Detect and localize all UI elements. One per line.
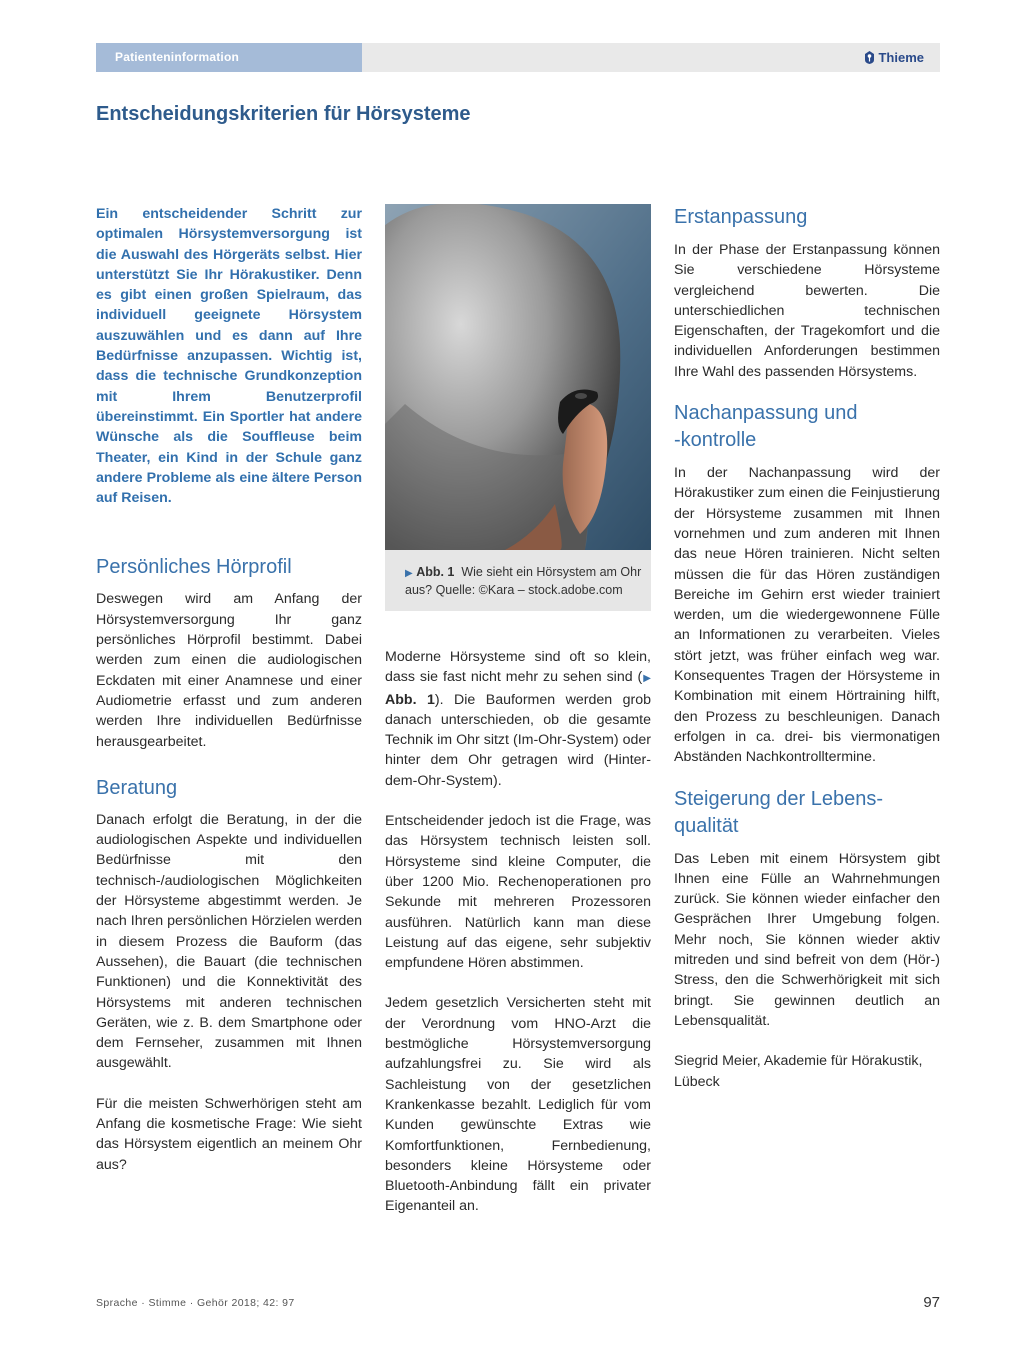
paragraph-nachanpassung: In der Nachanpassung wird der Hörakustiker zum einen die Feinjustierung der Hörsysteme zusammen mit Ihnen vornehmen und zum anderen mit Ihnen das neue Hören trainieren. Nicht selten müssen die für das Hören zuständigen Bereiche im Gehirn erst wieder trainiert werden, um die wiedergewonnene Fülle an Informationen zu verarbeiten. Vieles stört jetzt, was früher einfach weg war. Konsequentes Tragen der Hörsysteme in Kombination mit einem Hörtraining hilft, den Prozess zu beschleunigen. Danach erfolgen in ca. drei- bis viermonatigen Abständen Nachkontrolltermine. (674, 465, 940, 766)
heading-lebensqualitaet (674, 786, 940, 840)
heading-lebensqualitaet-line-2: qualität (674, 814, 739, 837)
article-title: Entscheidungskriterien für Hörsysteme (96, 103, 471, 125)
paragraph-versicherung: Jedem gesetzlich Versicherten steht mit der Verordnung vom HNO-Arzt die bestmögliche Hörsystemversorgung aufzahlungsfrei zu. Sie wird als Sachleistung von der gesetzlichen Krankenkasse bezahlt. Lediglich für vom Kunden gewünschte Extras wie Komfortfunktionen, Fernbedienung, besonders kleine Hörsysteme oder Bluetooth-Anbindung fällt ein privater Eigenanteil an. (385, 995, 651, 1215)
figure-caption (385, 550, 651, 611)
hearing-aid-photo (385, 204, 651, 550)
heading-nachanpassung (674, 400, 940, 454)
column-middle (385, 204, 651, 1217)
author-line: Siegrid Meier, Akademie für Hörakustik, Lübeck (674, 1053, 923, 1090)
paragraph-bauformen (385, 647, 651, 791)
paragraph-lebensqualitaet: Das Leben mit einem Hörsystem gibt Ihnen eine Fülle an Wahrnehmungen zurück. Sie können wieder einfacher den Gesprächen Ihrer Umgebung folgen. Mehr noch, Sie können wieder aktiv mitreden und sind befreit von dem (Hör-) Stress, den die Schwerhörigkeit mit sich bringt. Sie gewinnen deutlich an Lebensqualität. (674, 850, 940, 1029)
heading-nachanpassung-line-1: Nachanpassung und (674, 402, 858, 425)
header-band (96, 43, 940, 72)
heading-hoerprofil: Persönliches Hörprofil (96, 556, 292, 579)
page-number: 97 (923, 1294, 940, 1311)
caption-figure-ref: Abb. 1 (416, 565, 455, 579)
paragraph-technik: Entscheidender jedoch ist die Frage, was das Hörsystem technisch leisten soll. Hörsysteme sind kleine Computer, die über 1200 Mio. Rechenoperationen pro Sekunde mit mehreren Prozessoren ausführen. Natürlich kann man diese Leistung auf das eigene, sehr subjektiv empfundene Hören abstimmen. (385, 813, 651, 972)
caption-text: Wie sieht ein Hörsystem am Ohr aus? Quelle: ©Kara – stock.adobe.com (405, 565, 642, 597)
publisher-name: Thieme (878, 50, 924, 65)
caption-arrow-icon: ▶ (405, 568, 413, 579)
paragraph-bauformen-text-2: ). Die Bauformen werden grob danach unterschieden, ob die gesamte Technik im Ohr sitzt (Im-Ohr-System) oder hinter dem Ohr getragen wird (Hinter-dem-Ohr-System). (385, 691, 651, 789)
section-label: Patienteninformation (115, 50, 240, 64)
heading-lebensqualitaet-line-1: Steigerung der Lebens- (674, 787, 884, 810)
thieme-emblem-icon (864, 51, 875, 64)
paragraph-beratung-2: Für die meisten Schwerhörigen steht am Anfang die kosmetische Frage: Wie sieht das Hörsystem eigentlich an meinem Ohr aus? (96, 1095, 362, 1173)
heading-beratung: Beratung (96, 776, 178, 799)
column-right (674, 204, 940, 1092)
paragraph-erstanpassung: In der Phase der Erstanpassung können Sie verschiedene Hörsysteme vergleichend bewerten. Die unterschiedlichen technischen Eigenschaften, der Tragekomfort und die individuellen Anforderungen bestimmen Ihre Wahl des passenden Hörsystems. (674, 242, 940, 380)
figure-hearing-aid-photo (385, 204, 651, 550)
section-label-box (96, 43, 362, 72)
lead-paragraph: Ein entscheidender Schritt zur optimalen Hörsystemversorgung ist die Auswahl des Hörgeräts selbst. Hier unterstützt Sie Ihr Hörakustiker. Denn es gibt einen großen Spielraum, das individuell geeignete Hörsystem auszuwählen und es dann auf Ihre Bedürfnisse anzupassen. Wichtig ist, dass die technische Grundkonzeption mit Ihrem Benutzerprofil übereinstimmt. Ein Sportler hat andere Wünsche als die Souffleuse beim Theater, ein Kind in der Schule ganz andere Probleme als eine ältere Person auf Reisen. (96, 206, 362, 507)
paragraph-beratung-1: Danach erfolgt die Beratung, in der die audiologischen Aspekte und individuellen Bedürfnisse mit den technisch-/audiologischen Möglichkeiten der Hörsysteme abgestimmt werden. Je nach Ihren persönlichen Hörzielen werden in diesem Prozess die Bauform (das Aussehen), die Bauart (die technischen Funktionen) und die Konnektivität des Hörsystems mit anderen technischen Geräten, wie z. B. dem Smartphone oder dem Fernseher, zusammen mit Ihnen ausgewählt. (96, 811, 362, 1072)
footer-citation: Sprache · Stimme · Gehör 2018; 42: 97 (96, 1297, 295, 1309)
paragraph-bauformen-text-1: Moderne Hörsysteme sind oft so klein, dass sie fast nicht mehr zu sehen sind ( (385, 649, 651, 686)
heading-erstanpassung: Erstanpassung (674, 206, 808, 228)
column-left (96, 204, 362, 1175)
figure-ref-link[interactable]: Abb. 1 (385, 691, 435, 708)
publisher-logo (864, 50, 924, 65)
paragraph-hoerprofil: Deswegen wird am Anfang der Hörsystemversorgung Ihr ganz persönliches Hörprofil bestimmt. Dabei werden zum einen die audiologischen Eckdaten mit einer Anamnese und einer Audiometrie erfasst und zum anderen werden Ihre individuellen Bedürfnisse herausgearbeitet. (96, 591, 362, 750)
figure-ref-arrow-icon: ▶ (642, 673, 651, 685)
heading-nachanpassung-line-2: -kontrolle (674, 429, 757, 452)
